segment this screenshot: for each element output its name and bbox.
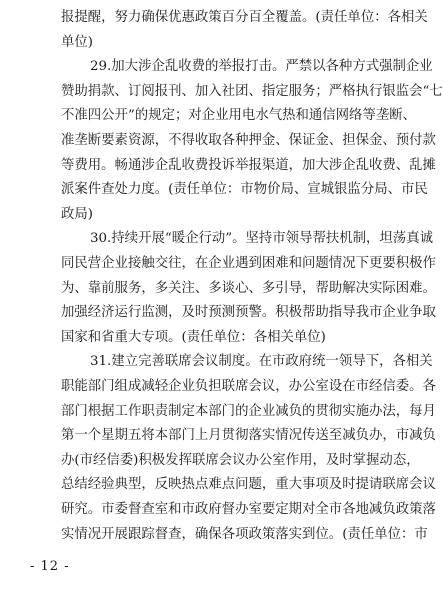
body-text-line: 研究。市委督查室和市政府督办室要定期对全市各地减负政策落 xyxy=(61,502,436,517)
page-number: - 12 - xyxy=(30,559,70,574)
item-heading-line: 29.加大涉企乱收费的举报打击。严禁以各种方式强制企业 xyxy=(90,59,433,75)
body-text-line: 实情况开展跟踪督查，确保各项政策落实到位。(责任单位：市 xyxy=(61,526,428,542)
body-text-line: 总结经验典型，反映热点难点问题，重大事项及时提请联席会议 xyxy=(61,477,436,493)
body-text-line: 第一个星期五将本部门上月贯彻落实情况传送至减负办，市减负 xyxy=(61,428,436,444)
body-text-line: 派案件查处力度。(责任单位：市物价局、宣城银监分局、市民 xyxy=(61,182,428,198)
body-text-line: 单位) xyxy=(61,34,94,50)
body-text-line: 报提醒，努力确保优惠政策百分百全覆盖。(责任单位：各相关 xyxy=(61,10,428,25)
body-text-line: 准垄断要素资源，不得收取各种押金、保证金、担保金、预付款 xyxy=(61,133,436,148)
body-text-line: 不准四公开”的规定；对企业用电水气热和通信网络等垄断、 xyxy=(61,108,416,124)
body-text-line: 加强经济运行监测，及时预测预警。积极帮助指导我市企业争取 xyxy=(61,305,436,321)
body-text-line: 为、靠前服务，多关注、多谈心、多引导，帮助解决实际困难。 xyxy=(61,280,436,296)
body-text-line: 国家和省重大专项。(责任单位：各相关单位) xyxy=(61,329,326,345)
body-text-line: 部门根据工作职责制定本部门的企业减负的贯彻实施办法，每月 xyxy=(61,403,436,419)
body-text-line: 同民营企业接触交往，在企业遇到困难和问题情况下更要积极作 xyxy=(61,256,436,271)
item-heading-line: 31.建立完善联席会议制度。在市政府统一领导下，各相关 xyxy=(90,354,433,370)
body-text-line: 赞助捐款、订阅报刊、加入社团、指定服务；严格执行银监会“七 xyxy=(61,83,443,99)
body-text-line: 办(市经信委)积极发挥联席会议办公室作用，及时掌握动态， xyxy=(61,452,420,468)
item-heading-line: 30.持续开展“暖企行动”。坚持市领导帮扶机制，坦荡真诚 xyxy=(90,231,433,247)
body-text-line: 政局) xyxy=(61,206,94,222)
body-text-line: 等费用。畅通涉企乱收费投诉举报渠道，加大涉企乱收费、乱摊 xyxy=(61,157,436,173)
body-text-line: 职能部门组成减轻企业负担联席会议，办公室设在市经信委。各 xyxy=(61,379,436,394)
